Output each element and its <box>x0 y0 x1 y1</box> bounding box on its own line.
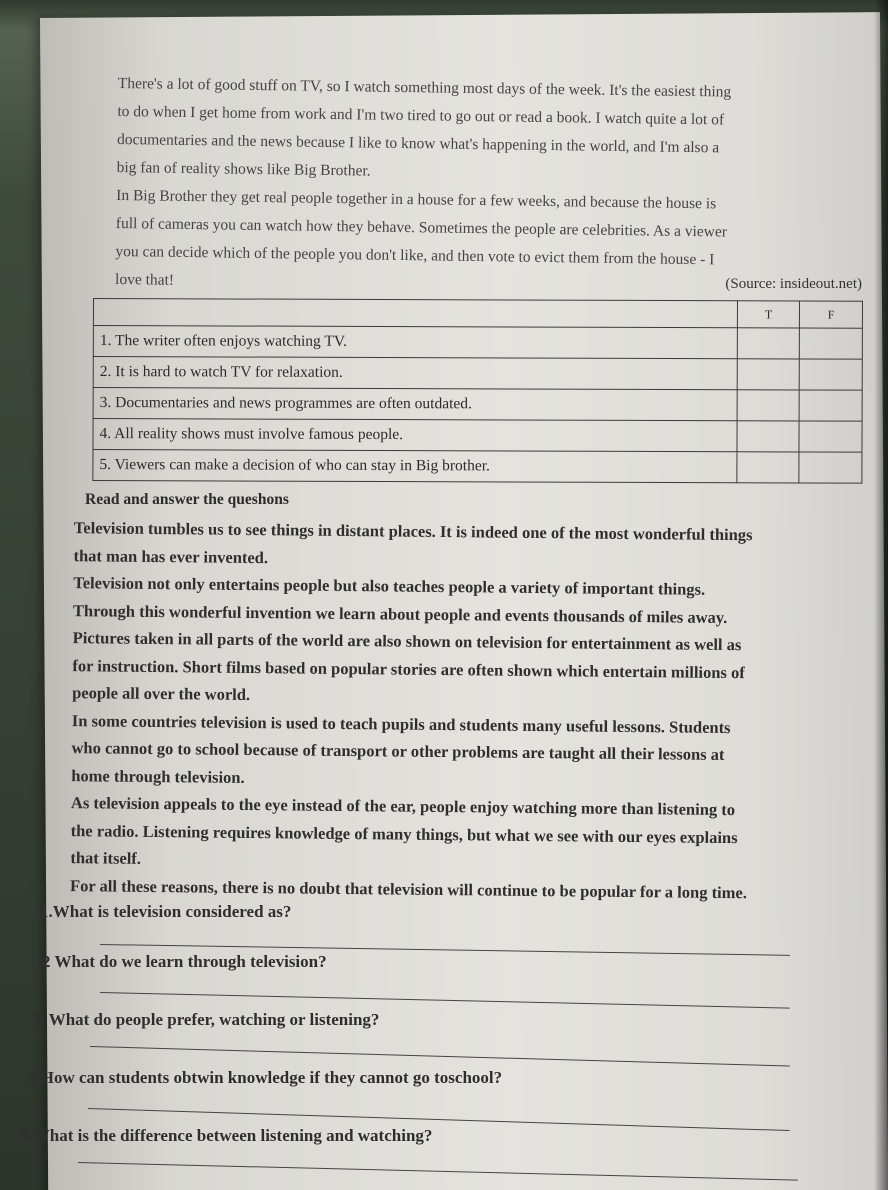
reading-line: for instruction. Short films based on popular stories are often shown which entertain millions of <box>72 655 745 682</box>
question-5: 5.What is the difference between listening and watching? <box>20 1126 433 1145</box>
passage-big-brother <box>115 70 858 304</box>
reading-line: home through television. <box>71 765 245 787</box>
false-answer-cell[interactable] <box>799 390 862 421</box>
reading-line: that man has ever invented. <box>73 545 269 567</box>
false-answer-cell[interactable] <box>799 452 862 483</box>
passage-line: big fan of reality shows like Big Brother. <box>116 158 371 180</box>
reading-line: In some countries television is used to teach pupils and students many useful lessons. Students <box>71 710 731 737</box>
statement-cell: 3. Documentaries and news programmes are often outdated. <box>93 388 737 421</box>
table-row <box>93 357 862 391</box>
true-answer-cell[interactable] <box>737 328 800 359</box>
passage-line: There's a lot of good stuff on TV, so I watch something most days of the week. It's the easiest thing <box>117 74 732 101</box>
reading-line: As television appeals to the eye instead of the ear, people enjoy watching more than listening to <box>70 793 736 820</box>
false-answer-cell[interactable] <box>799 421 862 452</box>
false-answer-cell[interactable] <box>800 359 863 390</box>
true-answer-cell[interactable] <box>737 359 800 390</box>
table-row <box>93 419 862 453</box>
statement-cell: 2. It is hard to watch TV for relaxation. <box>93 357 737 390</box>
passage-line: to do when I get home from work and I'm two tired to go out or read a book. I watch quite a lot of <box>117 102 725 129</box>
statement-cell: 4. All reality shows must involve famous people. <box>93 419 737 452</box>
table-row <box>93 450 862 484</box>
question-2: 2 What do we learn through television? <box>42 952 327 971</box>
passage-line: In Big Brother they get real people together in a house for a few weeks, and because the house is <box>116 186 717 213</box>
reading-line: the radio. Listening requires knowledge of many things, but what we see with our eyes explains <box>70 820 738 847</box>
question-1: 1.What is television considered as? <box>40 902 292 921</box>
question-3: 3. What do people prefer, watching or listening? <box>32 1010 380 1029</box>
table-row <box>93 326 862 360</box>
true-answer-cell[interactable] <box>737 452 800 483</box>
reading-line: who cannot go to school because of transport or other problems are taught all their lessons at <box>71 738 725 764</box>
passage-line: documentaries and the news because I like to know what's happening in the world, and I'm also a <box>116 130 720 157</box>
reading-line: Pictures taken in all parts of the world are also shown on television for entertainment as well as <box>72 628 742 655</box>
table-row <box>93 388 862 422</box>
passage-line: full of cameras you can watch how they behave. Sometimes the people are celebrities. As a viewer <box>115 214 728 241</box>
true-false-table <box>92 298 863 484</box>
statement-cell: 1. The writer often enjoys watching TV. <box>93 326 737 359</box>
false-answer-cell[interactable] <box>800 328 863 359</box>
header-false: F <box>800 301 863 328</box>
reading-line: people all over the world. <box>72 683 251 705</box>
reading-passage-television <box>56 514 860 907</box>
passage-line: you can decide which of the people you don't like, and then vote to evict them from the house - I <box>115 242 715 269</box>
reading-line: that itself. <box>70 848 142 868</box>
reading-line: Television tumbles us to see things in distant places. It is indeed one of the most wonderful things <box>73 518 753 545</box>
reading-line: Television not only entertains people but also teaches people a variety of important things. <box>73 573 706 599</box>
edge-shadow <box>874 0 888 1190</box>
passage-line: love that! <box>114 270 175 289</box>
statement-cell: 5. Viewers can make a decision of who can stay in Big brother. <box>93 450 737 483</box>
question-4: 4 How can students obtwin knowledge if they cannot go toschool? <box>28 1068 503 1087</box>
true-answer-cell[interactable] <box>737 421 800 452</box>
header-statement <box>93 299 737 328</box>
source-citation: (Source: insideout.net) <box>725 276 862 292</box>
reading-line: Through this wonderful invention we learn about people and events thousands of miles away. <box>72 600 728 627</box>
reading-line: For all these reasons, there is no doubt that television will continue to be popular for a long time. <box>70 875 748 902</box>
table-header-row <box>93 299 862 329</box>
true-answer-cell[interactable] <box>737 390 800 421</box>
section-title: Read and answer the queshons <box>85 491 289 508</box>
header-true: T <box>737 301 800 328</box>
